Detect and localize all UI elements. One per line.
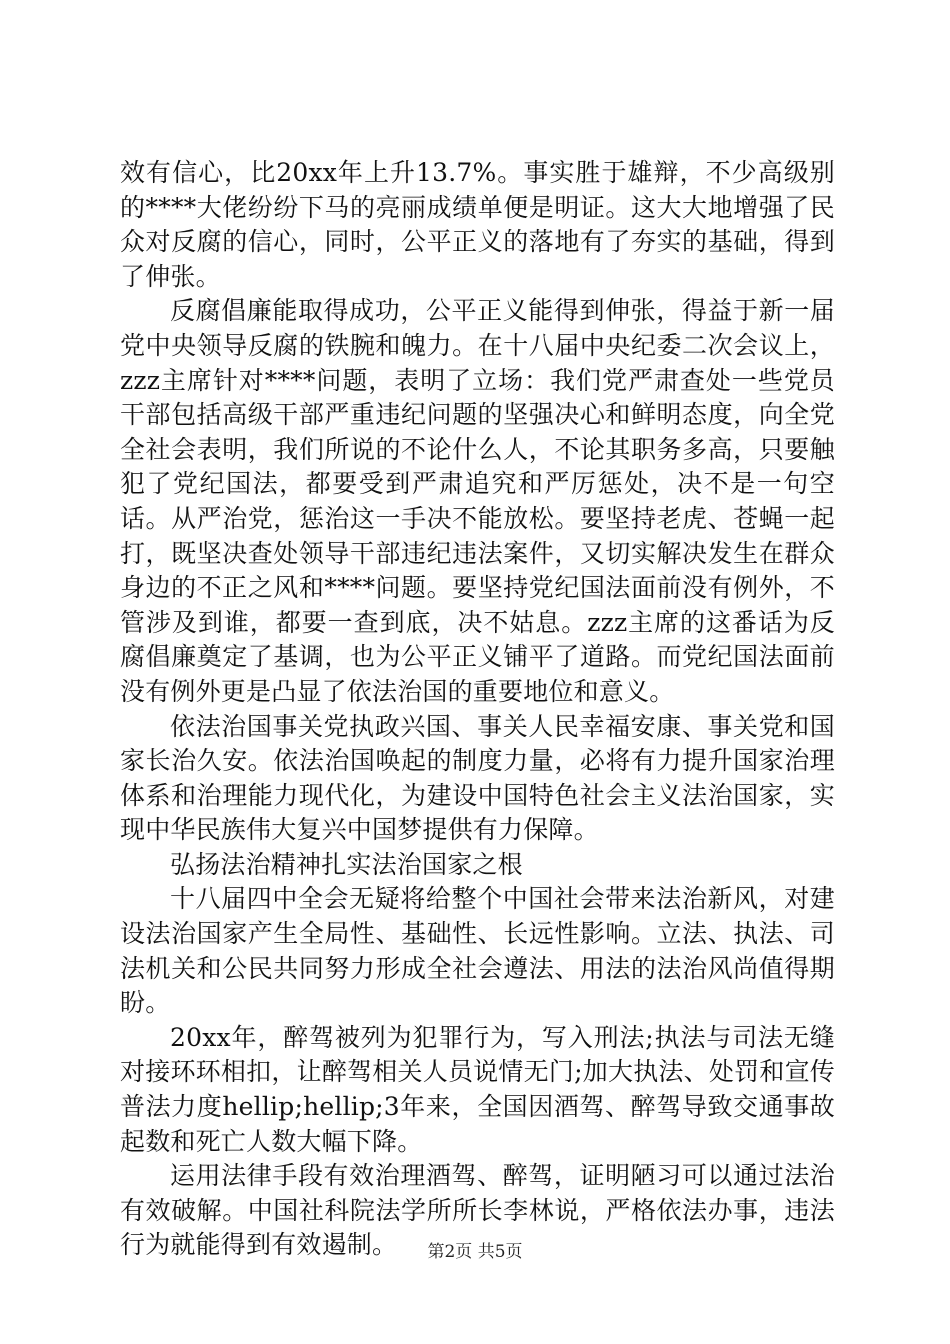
paragraph-6: 运用法律手段有效治理酒驾、醉驾，证明陋习可以通过法治有效破解。中国社科院法学所所长李林说，严格依法办事，违法行为就能得到有效遏制。 bbox=[120, 1161, 835, 1260]
document-body bbox=[120, 156, 835, 1263]
section-heading: 弘扬法治精神扎实法治国家之根 bbox=[170, 849, 523, 879]
paragraph-3: 依法治国事关党执政兴国、事关人民幸福安康、事关党和国家长治久安。依法治国唤起的制度力量，必将有力提升国家治理体系和治理能力现代化，为建设中国特色社会主义法治国家，实现中华民族伟大复兴中国梦提供有力保障。 bbox=[120, 711, 835, 845]
paragraph-5: 20xx年，醉驾被列为犯罪行为，写入刑法;执法与司法无缝对接环环相扣，让醉驾相关人员说情无门;加大执法、处罚和宣传普法力度hellip;hellip;3年来，全国因酒驾、醉驾导致交通事故起数和死亡人数大幅下降。 bbox=[120, 1022, 835, 1156]
paragraph-4: 十八届四中全会无疑将给整个中国社会带来法治新风，对建设法治国家产生全局性、基础性、长远性影响。立法、执法、司法机关和公民共同努力形成全社会遵法、用法的法治风尚值得期盼。 bbox=[120, 884, 835, 1018]
paragraph-2: 反腐倡廉能取得成功，公平正义能得到伸张，得益于新一届党中央领导反腐的铁腕和魄力。在十八届中央纪委二次会议上，zzz主席针对****问题，表明了立场：我们党严肃查处一些党员干部包括高级干部严重违纪问题的坚强决心和鲜明态度，向全党全社会表明，我们所说的不论什么人，不论其职务多高，只要触犯了党纪国法，都要受到严肃追究和严厉惩处，决不是一句空话。从严治党，惩治这一手决不能放松。要坚持老虎、苍蝇一起打，既坚决查处领导干部违纪违法案件，又切实解决发生在群众身边的不正之风和****问题。要坚持党纪国法面前没有例外，不管涉及到谁，都要一查到底，决不姑息。zzz主席的这番话为反腐倡廉奠定了基调，也为公平正义铺平了道路。而党纪国法面前没有例外更是凸显了依法治国的重要地位和意义。 bbox=[120, 296, 835, 706]
page-number-footer: 第2页 共5页 bbox=[427, 1242, 523, 1262]
paragraph-1: 效有信心，比20xx年上升13.7%。事实胜于雄辩，不少高级别的****大佬纷纷下马的亮丽成绩单便是明证。这大大地增强了民众对反腐的信心，同时，公平正义的落地有了夯实的基础，得到了伸张。 bbox=[120, 158, 835, 291]
